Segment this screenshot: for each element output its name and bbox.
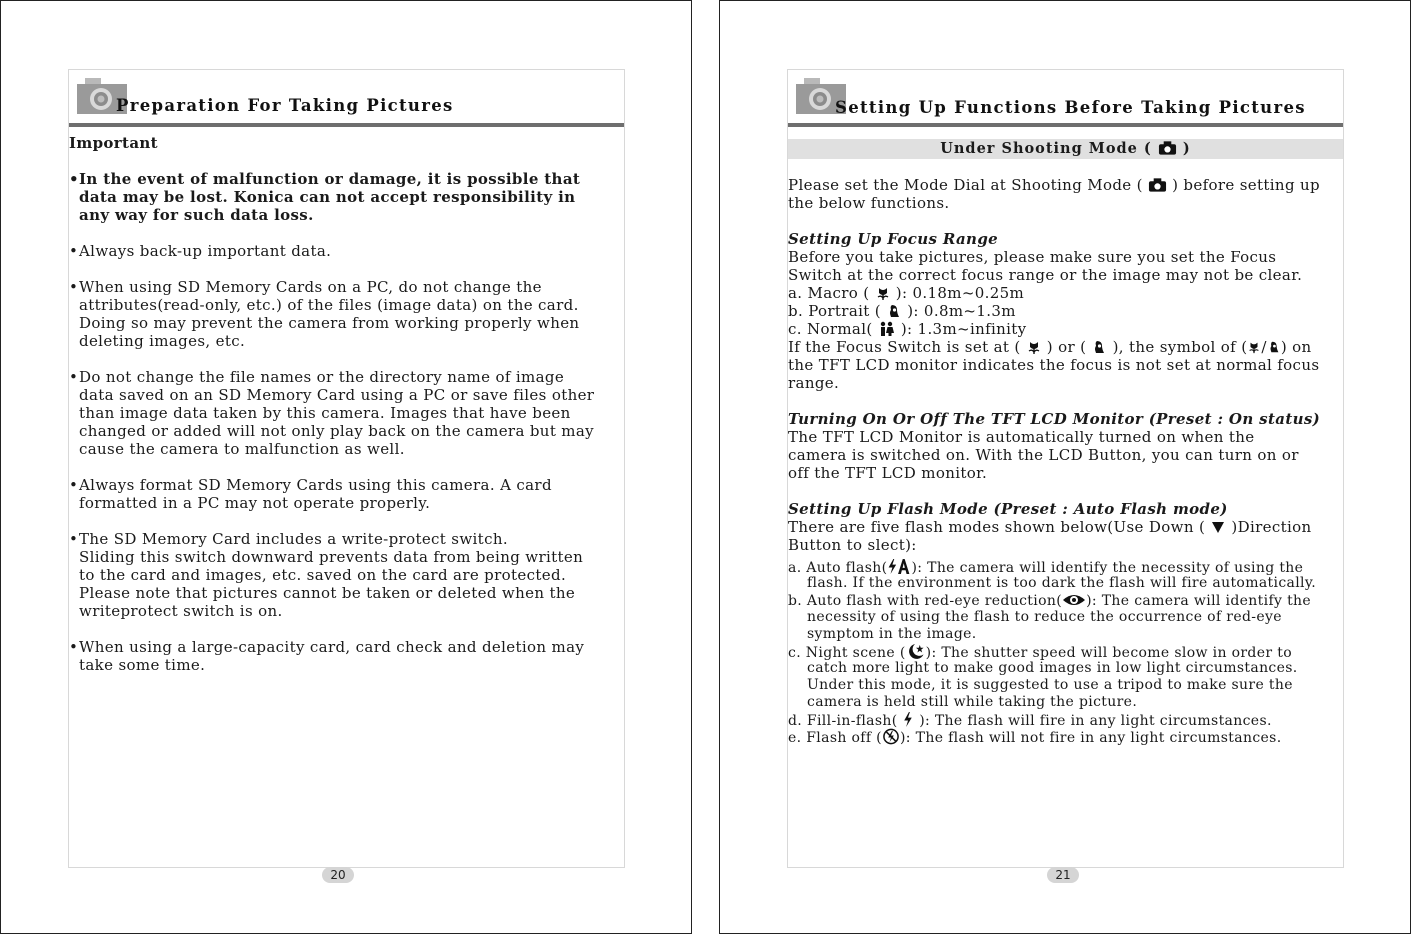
focus-macro-label: a. Macro (: [788, 284, 875, 302]
heading-flash-mode: Setting Up Flash Mode (Preset : Auto Flash mode): [788, 500, 1228, 518]
body-text: [788, 176, 1348, 554]
focus-normal-range: ): 1.3m~infinity: [895, 320, 1027, 338]
focus-text: Switch at the correct focus range or the image may not be clear.: [788, 266, 1303, 284]
flash-item-label: b. Auto flash with red-eye reduction(: [788, 593, 1063, 609]
macro-icon: [1247, 339, 1261, 355]
portrait-icon: [886, 303, 902, 319]
body-text: [69, 134, 629, 674]
bullet-text: attributes(read-only, etc.) of the files (image data) on the card.: [79, 296, 579, 314]
focus-text: range.: [788, 374, 840, 392]
bullet-text: than image data taken by this camera. Images that have been: [79, 404, 571, 422]
shooting-mode-icon: [1158, 140, 1177, 156]
bullet-text: The SD Memory Card includes a write-protect switch.: [79, 530, 508, 548]
flash-mode-list: [788, 558, 1348, 745]
bullet-text: changed or added will not only play back on the camera but may: [79, 422, 595, 440]
bullet-text: Always back-up important data.: [79, 242, 332, 260]
flash-item-text: catch more light to make good images in low light circumstances.: [807, 660, 1298, 676]
flash-item-text: necessity of using the flash to reduce the occurrence of red-eye: [807, 609, 1282, 625]
intro-text: Please set the Mode Dial at Shooting Mode (: [788, 176, 1148, 194]
bullet-icon: •: [69, 278, 79, 296]
focus-text: ), the symbol of (: [1107, 338, 1248, 356]
bullet-text: Sliding this switch downward prevents data from being written: [79, 548, 584, 566]
title-rule: [69, 123, 624, 127]
portrait-icon: [1091, 339, 1107, 355]
red-eye-icon: [1062, 592, 1086, 608]
intro-text: ) before setting up: [1166, 176, 1320, 194]
flash-text: There are five flash modes shown below(Use Down (: [788, 518, 1211, 536]
section-header: [788, 70, 1343, 128]
bullet-icon: •: [69, 638, 79, 656]
bullet-text: formatted in a PC may not operate properly.: [79, 494, 431, 512]
important-line: data may be lost. Konica can not accept responsibility in: [79, 188, 576, 206]
heading-important: Important: [69, 134, 158, 152]
bullet-icon: •: [69, 476, 79, 494]
bullet-text: to the card and images, etc. saved on the card are protected.: [79, 566, 567, 584]
important-line: In the event of malfunction or damage, it is possible that: [79, 170, 581, 188]
bullet-text: Please note that pictures cannot be taken or deleted when the: [79, 584, 576, 602]
bullet-icon: •: [69, 530, 79, 548]
page-left: [0, 0, 692, 934]
lcd-text: off the TFT LCD monitor.: [788, 464, 988, 482]
mode-bar-label: Under Shooting Mode (: [940, 140, 1158, 157]
shooting-mode-bar: [788, 139, 1343, 159]
focus-text: Before you take pictures, please make sure you set the Focus: [788, 248, 1277, 266]
night-scene-icon: [906, 643, 926, 660]
portrait-icon: [1267, 339, 1281, 355]
page-frame: [787, 69, 1344, 868]
flash-item-text: symptom in the image.: [807, 626, 977, 642]
flash-item-text: flash. If the environment is too dark the flash will fire automatically.: [807, 575, 1317, 591]
page-number: 21: [1047, 867, 1079, 883]
shooting-mode-icon: [1148, 177, 1167, 193]
flash-item-text: Under this mode, it is suggested to use a tripod to make sure the: [807, 677, 1293, 693]
bullet-text: data saved on an SD Memory Card using a PC or save files other: [79, 386, 595, 404]
flash-text: )Direction: [1226, 518, 1312, 536]
flash-item-label: d. Fill-in-flash(: [788, 713, 903, 729]
macro-icon: [875, 285, 891, 301]
flash-item-label: a. Auto flash(: [788, 560, 888, 576]
focus-text: ) on: [1280, 338, 1312, 356]
slash-glyph: /: [1261, 338, 1267, 356]
focus-text: ) or (: [1041, 338, 1092, 356]
focus-portrait-range: ): 0.8m~1.3m: [902, 302, 1016, 320]
fill-flash-icon: [902, 711, 914, 728]
page-frame: [68, 69, 625, 868]
title-rule: [788, 123, 1343, 127]
section-header: [69, 70, 624, 128]
bullet-icon: •: [69, 170, 79, 188]
focus-portrait-label: b. Portrait (: [788, 302, 887, 320]
bullet-text: Always format SD Memory Cards using this camera. A card: [79, 476, 552, 494]
important-line: any way for such data loss.: [79, 206, 314, 224]
flash-text: Button to slect):: [788, 536, 917, 554]
focus-text: the TFT LCD monitor indicates the focus is not set at normal focus: [788, 356, 1320, 374]
bullet-text: deleting images, etc.: [79, 332, 246, 350]
bullet-text: cause the camera to malfunction as well.: [79, 440, 405, 458]
page-right: [719, 0, 1411, 934]
page-number: 20: [322, 867, 354, 883]
bullet-text: When using SD Memory Cards on a PC, do not change the: [79, 278, 542, 296]
down-arrow-icon: [1210, 519, 1226, 535]
focus-text: If the Focus Switch is set at (: [788, 338, 1026, 356]
flash-item-text: camera is held still while taking the picture.: [807, 694, 1138, 710]
flash-item-text: ): The flash will fire in any light circumstances.: [914, 713, 1272, 729]
page-title: Preparation For Taking Pictures: [116, 96, 454, 115]
flash-item-label: c. Night scene (: [788, 645, 906, 661]
lcd-text: camera is switched on. With the LCD Button, you can turn on or: [788, 446, 1299, 464]
flash-item-text: ): The camera will identify the necessity of using the: [911, 560, 1304, 576]
bullet-text: Doing so may prevent the camera from working properly when: [79, 314, 580, 332]
auto-flash-icon: [887, 558, 911, 575]
lcd-text: The TFT LCD Monitor is automatically turned on when the: [788, 428, 1255, 446]
bullet-text: Do not change the file names or the directory name of image: [79, 368, 565, 386]
mode-bar-close: ): [1176, 140, 1191, 157]
bullet-text: take some time.: [79, 656, 206, 674]
intro-text: the below functions.: [788, 194, 950, 212]
normal-focus-icon: [878, 321, 896, 337]
page-title: Setting Up Functions Before Taking Pictures: [835, 98, 1306, 117]
focus-macro-range: ): 0.18m~0.25m: [890, 284, 1025, 302]
flash-item-text: ): The camera will identify the: [1086, 593, 1312, 609]
focus-normal-label: c. Normal(: [788, 320, 878, 338]
bullet-text: When using a large-capacity card, card check and deletion may: [79, 638, 585, 656]
flash-item-text: ): The shutter speed will become slow in order to: [925, 645, 1292, 661]
flash-off-icon: [882, 728, 900, 745]
flash-item-text: ): The flash will not fire in any light circumstances.: [899, 730, 1282, 746]
heading-lcd-monitor: Turning On Or Off The TFT LCD Monitor (Preset : On status): [788, 410, 1321, 428]
macro-icon: [1026, 339, 1042, 355]
heading-focus-range: Setting Up Focus Range: [788, 230, 999, 248]
flash-item-label: e. Flash off (: [788, 730, 882, 746]
bullet-icon: •: [69, 368, 79, 386]
bullet-text: writeprotect switch is on.: [79, 602, 283, 620]
bullet-icon: •: [69, 242, 79, 260]
